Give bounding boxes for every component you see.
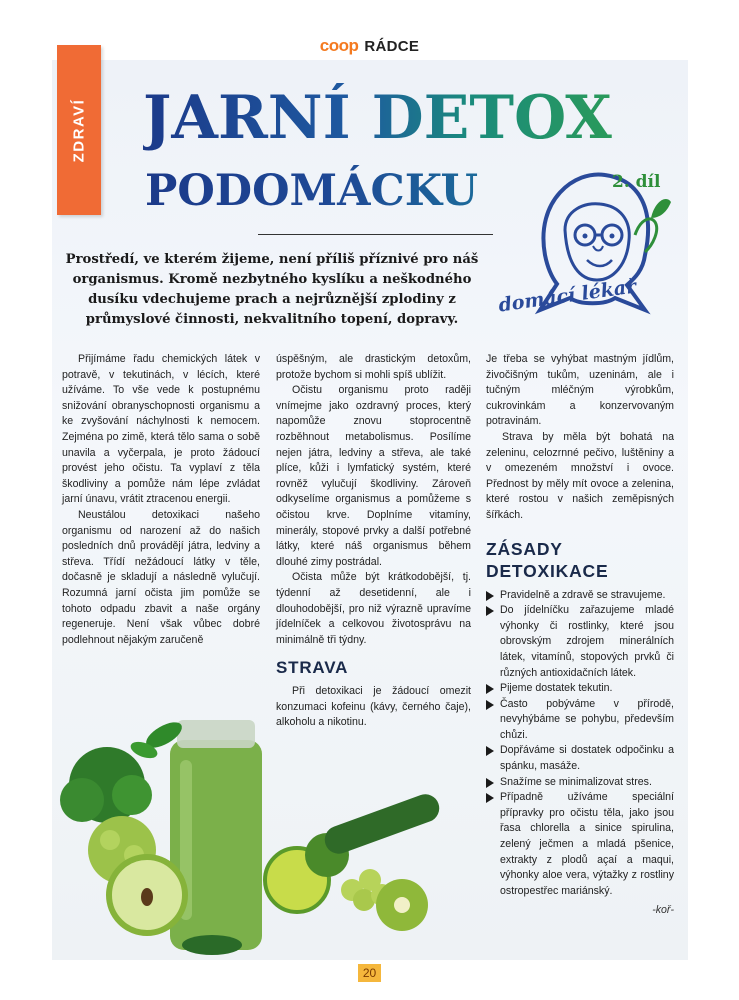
text-column-3	[486, 352, 674, 919]
paragraph: Očista může být krátkodobější, tj. týdenní až desetidenní, ale i dlouhodobější, pro niž výrazně upravíme jídelníček a celkovou životosprávu na minimálně tři týdny.	[276, 571, 471, 646]
list-item: Pravidelně a zdravě se stravujeme.	[486, 588, 674, 604]
list-item: Pijeme dostatek tekutin.	[486, 681, 674, 697]
triangle-bullet-icon	[486, 606, 494, 616]
detox-principles-list	[486, 588, 674, 900]
zasady-heading	[486, 538, 674, 582]
green-smoothie-photo	[52, 690, 482, 960]
triangle-bullet-icon	[486, 591, 494, 601]
paragraph: Neustálou detoxikaci našeho organismu od narození až do našich posledních dnů provádějí játra, ledviny a střeva. Třídí nežádoucí látky v těle, dočasně je skladují a následně vylučují. Rozumná jarní očista jim pomůže se tohoto odpadu zbavit a naše orgány regeneruje. Není však vůbec dobré podlehnout nějakým zaručeně	[62, 508, 260, 646]
section-tab	[57, 45, 101, 215]
coop-logo: coop	[319, 36, 359, 55]
paragraph: Očistu organismu proto raději vnímejme jako ozdravný proces, který napomůže znovu stoprocentně rozběhnout metabolismus. Posílíme nejen játra, ledviny a střeva, ale také plíce, kůži i lymfatický systém, které rovněž vylučují škodliviny. Zároveň odkyselíme organismus a pomůžeme s očistou krve. Doplníme vitamíny, minerály, stopové prvky a další potřebné látky, které náš organismus během dlouhé zimy postrádal.	[276, 384, 471, 568]
zasady-heading-line1: ZÁSADY	[486, 538, 563, 559]
triangle-bullet-icon	[486, 684, 494, 694]
text-column-2	[276, 352, 471, 731]
strava-heading: STRAVA	[276, 658, 349, 678]
paragraph: Při detoxikaci je žádoucí omezit konzumaci kofeinu (kávy, černého čaje), alkoholu a nikotinu.	[276, 685, 471, 729]
article-title-line2: PODOMÁCKU	[145, 166, 479, 216]
series-part-label: 2. díl	[612, 172, 661, 192]
paragraph: Je třeba se vyhýbat mastným jídlům, živočišným tukům, uzeninám, ale i tučným mléčným výrobkům, cukrovinkám a konzervovaným potravinám.	[486, 353, 674, 428]
list-item: Do jídelníčku zařazujeme mladé výhonky či rostlinky, které jsou obrovským zdrojem minerálních látek, vitamínů, stopových prvků či různých antioxidačních látek.	[486, 603, 674, 681]
radce-logo-title: RÁDCE	[364, 37, 420, 55]
list-item: Často pobýváme v přírodě, nevyhýbáme se pohybu, především chůzi.	[486, 697, 674, 744]
zasady-heading-line2: DETOXIKACE	[486, 560, 609, 581]
title-divider	[258, 234, 493, 235]
list-item: Dopřáváme si dostatek odpočinku a spánku, masáže.	[486, 743, 674, 774]
paragraph: Strava by měla být bohatá na zeleninu, celozrnné pečivo, luštěniny a v omezeném množství i ovoce. Přednost by měly mít ovoce a zelenina, které rostou v našich zeměpisných šířkách.	[486, 430, 674, 521]
triangle-bullet-icon	[486, 778, 494, 788]
series-name-label: domácí lékař	[497, 275, 638, 317]
article-title-line1: JARNÍ DETOX	[143, 83, 612, 153]
article-lead: Prostředí, ve kterém žijeme, není příliš příznivé pro náš organismus. Kromě nezbytného kyslíku a neškodného dusíku vdechujeme prach a nejrůznější zplodiny z průmyslové činnosti, nekvalitního topení, dopravy.	[65, 252, 479, 327]
triangle-bullet-icon	[486, 700, 494, 710]
text-column-1	[62, 352, 260, 648]
section-tab-label: ZDRAVÍ	[70, 98, 88, 162]
page-number: 20	[358, 964, 381, 982]
author-signature: -koř-	[652, 904, 674, 917]
list-item: Případně užíváme speciální přípravky pro očistu těla, jako jsou řasa chlorella a sinice spirulina, zelený ječmen a mladá pšenice, extrakty z plodů açaí a maqui, výhonky aloe vera, výtažky z rostliny ostropestřec mariánský.	[486, 790, 674, 899]
paragraph: Přijímáme řadu chemických látek v potravě, v tekutinách, v lécích, které užíváme. To vše vede k postupnému snižování obranyschopnosti organismu a ke zvyšování náchylnosti k nemocem. Zejména po zimě, která tělo sama o sobě unavila a vyčerpala, je proto žádoucí provést jeho očistu. Ta vyplaví z těla škodliviny a pomůže nám lépe zvládat jarní únavu, vrátit ztracenou energii.	[62, 353, 260, 506]
list-item: Snažíme se minimalizovat stres.	[486, 775, 674, 791]
page-footer	[0, 962, 739, 982]
triangle-bullet-icon	[486, 793, 494, 803]
magazine-header	[0, 30, 739, 60]
coop-radce-logo	[320, 36, 419, 56]
paragraph: úspěšným, ale drastickým detoxům, protože bychom si mohli spíš ublížit.	[276, 353, 471, 381]
triangle-bullet-icon	[486, 746, 494, 756]
